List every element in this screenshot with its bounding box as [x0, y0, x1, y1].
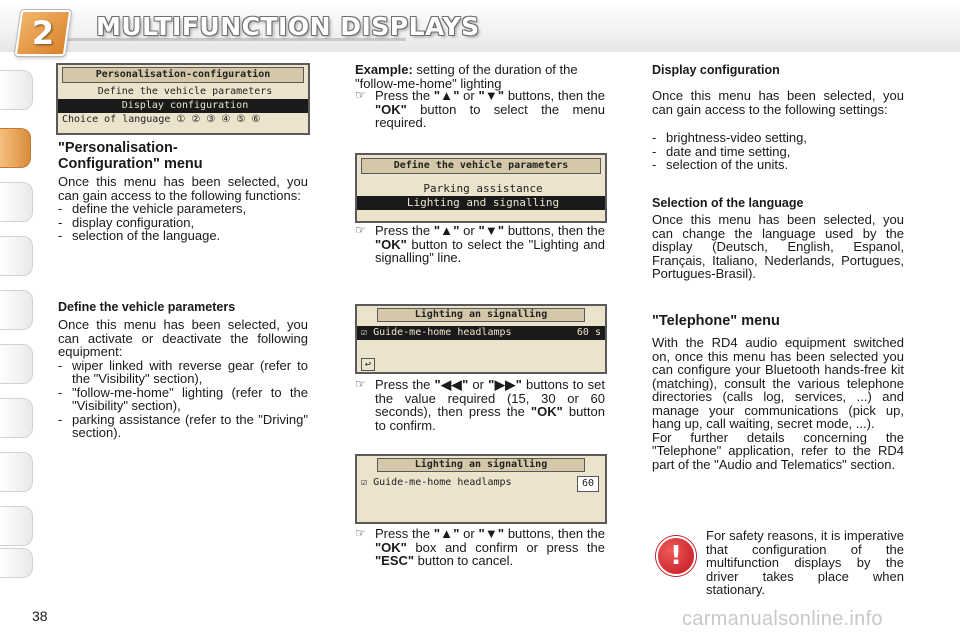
ok-key: "OK" [530, 404, 563, 419]
vehicle-parameters-text [58, 318, 308, 440]
display-screenshot-lighting-selected [355, 304, 607, 374]
ok-key: "OK" [375, 539, 407, 555]
pointing-hand-icon: ☞ [355, 88, 366, 102]
pointing-hand-icon: ☞ [355, 223, 366, 237]
instruction-3 [355, 378, 605, 432]
watermark: carmanualsonline.info [682, 608, 883, 630]
row-value: 60 s [576, 327, 601, 338]
checkbox-icon: ☑ [361, 477, 368, 488]
personalisation-intro [58, 175, 308, 243]
instr-text: button to cancel. [414, 553, 514, 568]
back-icon: ↩ [361, 358, 375, 371]
forward-key: "▶▶" [488, 377, 522, 392]
screen-menu-row-selected [357, 326, 605, 340]
instr-text: buttons, then the [504, 223, 606, 238]
instr-text: Press the [375, 526, 434, 541]
rewind-key: "◀◀" [434, 377, 469, 392]
instr-text: or [459, 526, 479, 541]
instr-text: button to select the "Lighting and signalling" line. [375, 236, 605, 265]
down-key: "▼" [478, 223, 505, 238]
section-heading-personalisation [58, 140, 308, 172]
function-list [58, 202, 308, 243]
instr-text: Press the [375, 377, 435, 392]
heading-line: "Personalisation- [58, 140, 178, 156]
page-title: MULTIFUNCTION DISPLAYS [96, 12, 480, 41]
section-heading-telephone: "Telephone" menu [652, 313, 780, 329]
chapter-tab-8[interactable] [0, 452, 33, 492]
instr-text: or [459, 223, 479, 238]
paragraph-text: Once this menu has been selected, you can gain access to the following functions: [58, 174, 308, 203]
screen-menu-row-selected: Display configuration [58, 99, 308, 113]
instr-text: or [468, 377, 489, 392]
chapter-badge [15, 10, 71, 56]
down-key: "▼" [478, 526, 505, 541]
page-number: 38 [32, 608, 48, 624]
list-item: - "follow-me-home" lighting (refer to the "Visibility" section), [58, 386, 308, 413]
instr-text: button to confirm. [375, 404, 605, 433]
instruction-2 [355, 224, 605, 265]
paragraph-text: With the RD4 audio equipment switched on, once this menu has been selected you can configure your Bluetooth hands-free kit (matching), consult the various telephone directories (calls log, services, ...) and manage your communications (pick up, hang up, call waiting, secret mode, ...). [652, 335, 904, 431]
instr-text: button to select the menu required. [375, 101, 605, 130]
screen-title: Lighting an signalling [377, 458, 585, 472]
language-text: Once this menu has been selected, you can change the language used by the display (Deutsch, English, Espanol, Français, Italiano, Nederlands, Portugues, Portugues-Brasil). [652, 212, 904, 281]
chapter-tab-5[interactable] [0, 290, 33, 330]
row-value-box: 60 [577, 476, 599, 492]
up-key: "▲" [433, 526, 460, 541]
telephone-text [652, 336, 904, 471]
chapter-tab-7[interactable] [0, 398, 33, 438]
row-label: Guide-me-home headlamps [373, 327, 512, 338]
instruction-1 [355, 89, 605, 130]
list-item: - selection of the units. [652, 158, 904, 172]
list-item: - parking assistance (refer to the "Driving" section). [58, 413, 308, 440]
paragraph-text: Once this menu has been selected, you can activate or deactivate the following equipment: [58, 317, 308, 359]
screen-menu-row: Choice of language ① ② ③ ④ ⑤ ⑥ [62, 114, 261, 125]
screen-menu-row-selected: Lighting and signalling [357, 196, 605, 210]
up-key: "▲" [433, 223, 460, 238]
example-text: setting of the duration of the "follow-me-home" lighting [355, 62, 578, 91]
list-item: - selection of the language. [58, 229, 308, 243]
chapter-tab-6[interactable] [0, 344, 33, 384]
instr-text: buttons to set the value required (15, 30 or 60 seconds), then press the [375, 377, 606, 419]
chapter-tab-9[interactable] [0, 506, 33, 546]
pointing-hand-icon: ☞ [355, 526, 366, 540]
esc-key: "ESC" [375, 553, 415, 568]
instr-text: or [459, 88, 479, 103]
chapter-tab-2[interactable] [0, 128, 31, 168]
instr-text: Press the [375, 223, 434, 238]
screen-title: Lighting an signalling [377, 308, 585, 322]
display-screenshot-personalisation [56, 63, 310, 135]
pointing-hand-icon: ☞ [355, 377, 366, 391]
equipment-list [58, 359, 308, 440]
display-config-intro: Once this menu has been selected, you can gain access to the following settings: [652, 88, 904, 117]
list-item: - date and time setting, [652, 145, 904, 159]
ok-key: "OK" [375, 236, 407, 252]
section-heading-vehicle-parameters: Define the vehicle parameters [58, 300, 236, 314]
warning-exclamation-icon: ! [656, 536, 696, 576]
instr-text: buttons, then the [504, 526, 606, 541]
list-item: - brightness-video setting, [652, 131, 904, 145]
heading-line: Configuration" menu [58, 156, 203, 172]
display-screenshot-lighting-value [355, 454, 607, 524]
safety-note: For safety reasons, it is imperative that configuration of the multifunction displays by the driver takes place when stationary. [706, 528, 904, 597]
instr-text: buttons, then the [504, 88, 606, 103]
list-item: - wiper linked with reverse gear (refer to the "Visibility" section), [58, 359, 308, 386]
screen-title: Personalisation-configuration [62, 67, 304, 83]
screen-menu-row: Define the vehicle parameters [97, 86, 273, 97]
chapter-tab-4[interactable] [0, 236, 33, 276]
chapter-tab-3[interactable] [0, 182, 33, 222]
up-key: "▲" [433, 88, 460, 103]
list-item: - define the vehicle parameters, [58, 202, 308, 216]
section-heading-display-config: Display configuration [652, 63, 780, 77]
paragraph-text: For further details concerning the "Telephone" application, refer to the RD4 part of the "Audio and Telematics" section. [652, 429, 904, 472]
chapter-tab-10[interactable] [0, 548, 33, 578]
ok-key: "OK" [375, 101, 407, 117]
list-item: - display configuration, [58, 216, 308, 230]
display-screenshot-vehicle-parameters [355, 153, 607, 223]
example-label: Example: [355, 62, 413, 77]
row-label: Guide-me-home headlamps [373, 477, 512, 488]
chapter-number: 2 [31, 14, 55, 52]
instruction-4 [355, 527, 605, 568]
section-heading-language: Selection of the language [652, 196, 804, 210]
screen-menu-row [357, 476, 605, 490]
screen-menu-row: Parking assistance [423, 182, 543, 195]
display-settings-list [652, 131, 904, 172]
instr-text: box and confirm or press the [406, 539, 605, 555]
down-key: "▼" [478, 88, 505, 103]
example-intro [355, 63, 605, 90]
checkbox-icon: ☑ [361, 327, 368, 338]
chapter-tab-1[interactable] [0, 70, 33, 110]
instr-text: Press the [375, 88, 434, 103]
screen-title: Define the vehicle parameters [361, 158, 601, 174]
page-header [0, 0, 960, 52]
